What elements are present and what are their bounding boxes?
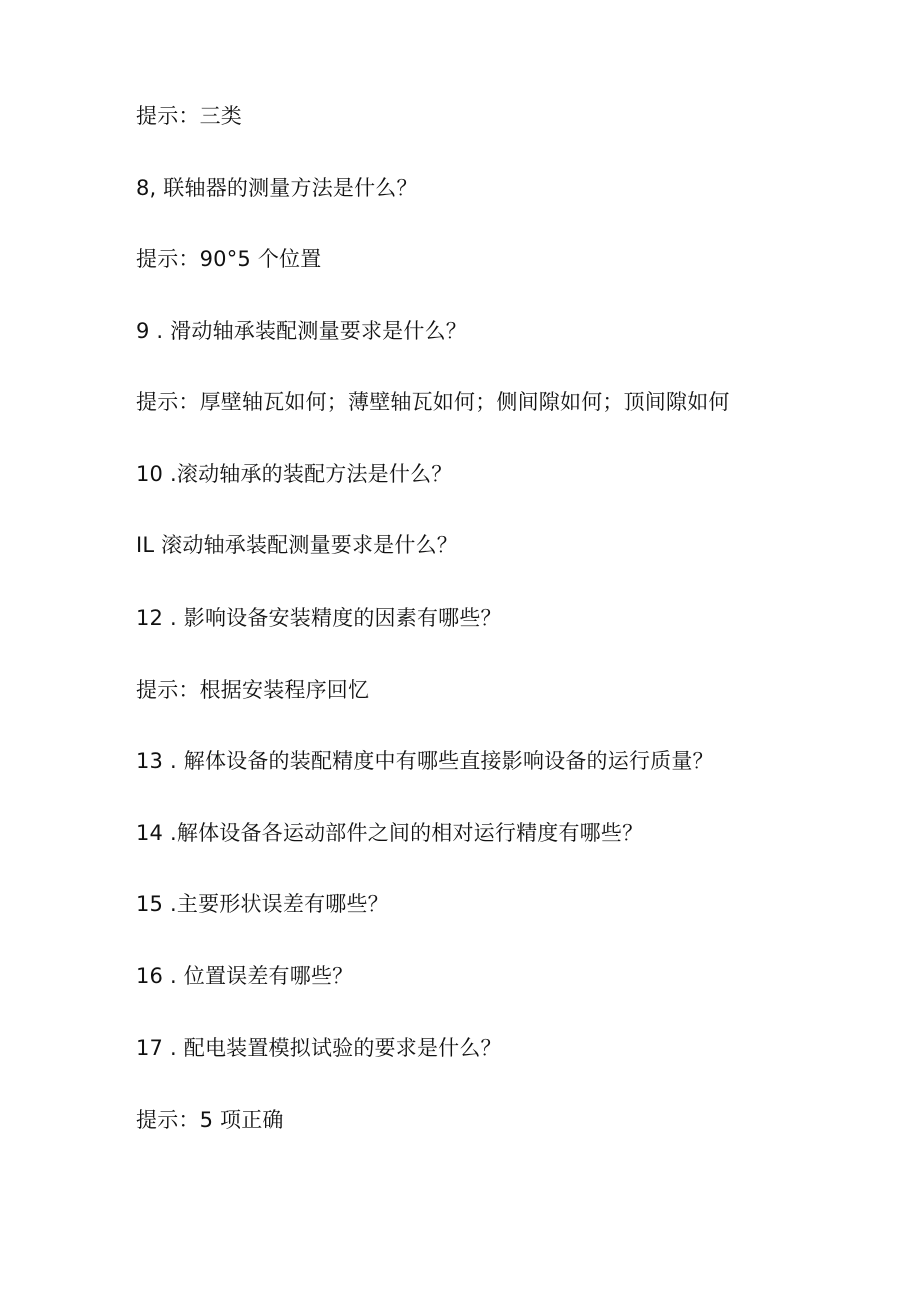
hint-line: 提示：根据安装程序回忆 [136, 678, 370, 702]
hint-line: 提示：90°5 个位置 [136, 247, 322, 271]
hint-line: 提示：5 项正确 [136, 1108, 284, 1132]
hint-line: 提示：厚壁轴瓦如何；薄壁轴瓦如何；侧间隙如何；顶间隙如何 [136, 390, 730, 414]
question-line: 16 . 位置误差有哪些？ [136, 964, 354, 988]
question-line: 13 . 解体设备的装配精度中有哪些直接影响设备的运行质量？ [136, 749, 714, 773]
question-line: 17 . 配电装置模拟试验的要求是什么？ [136, 1036, 502, 1060]
question-line: 12 . 影响设备安装精度的因素有哪些？ [136, 606, 502, 630]
question-line: 14 .解体设备各运动部件之间的相对运行精度有哪些？ [136, 821, 644, 845]
question-line: 9 . 滑动轴承装配测量要求是什么？ [136, 319, 467, 343]
hint-line: 提示：三类 [136, 104, 242, 128]
question-line: IL 滚动轴承装配测量要求是什么？ [136, 533, 458, 557]
question-line: 8, 联轴器的测量方法是什么？ [136, 176, 418, 200]
question-line: 10 .滚动轴承的装配方法是什么？ [136, 462, 453, 486]
question-line: 15 .主要形状误差有哪些？ [136, 892, 389, 916]
